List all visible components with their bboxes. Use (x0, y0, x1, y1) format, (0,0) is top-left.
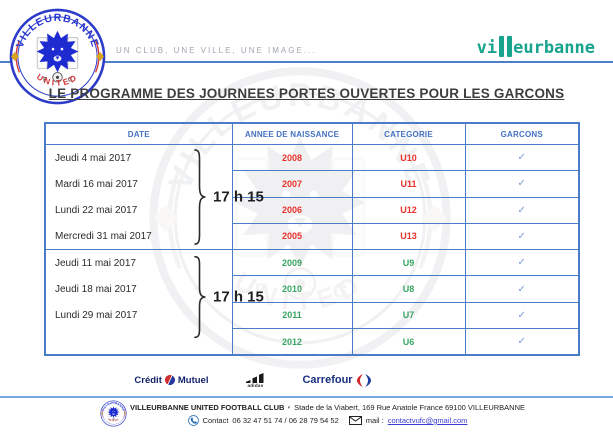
boys-checkmark: ✓ (465, 223, 579, 249)
footer (130, 402, 525, 428)
boys-checkmark: ✓ (465, 250, 579, 276)
date-label: Jeudi 18 mai 2017 (55, 283, 137, 295)
boys-checkmark: ✓ (465, 171, 579, 197)
category-cell: U12 (352, 197, 465, 223)
location-pin-icon (288, 402, 290, 413)
column-header-birth-year: ANNEE DE NAISSANCE (232, 123, 352, 145)
birth-year-cell: 2011 (232, 302, 352, 328)
city-logo-bar-icon (499, 36, 504, 57)
footer-club-crest (100, 400, 127, 427)
category-cell: U8 (352, 276, 465, 302)
schedule-table (44, 122, 580, 356)
bottom-divider (0, 396, 613, 398)
category-cell: U9 (352, 250, 465, 276)
boys-checkmark: ✓ (465, 276, 579, 302)
table-row (45, 145, 579, 171)
adidas-logo (246, 372, 264, 389)
carrefour-mark-icon (357, 374, 371, 387)
boys-checkmark: ✓ (465, 329, 579, 355)
credit-mutuel-logo (134, 375, 208, 386)
boys-checkmark: ✓ (465, 302, 579, 328)
brace-icon (192, 255, 207, 339)
brace-icon (192, 148, 207, 246)
birth-year-cell: 2008 (232, 145, 352, 171)
footer-club-name: VILLEURBANNE UNITED FOOTBALL CLUB (130, 403, 285, 412)
credit-mutuel-text-2: Mutuel (177, 374, 209, 386)
category-cell: U11 (352, 171, 465, 197)
city-logo-suffix: eurbanne (513, 38, 595, 58)
date-label: Lundi 29 mai 2017 (55, 309, 138, 321)
sponsors-row (0, 372, 505, 389)
date-group-2 (45, 250, 264, 356)
date-label: Mardi 16 mai 2017 (55, 178, 138, 190)
birth-year-cell: 2009 (232, 250, 352, 276)
column-header-category: CATEGORIE (352, 123, 465, 145)
column-header-boys: GARCONS (465, 123, 579, 145)
envelope-icon (349, 416, 362, 425)
date-label: Mercredi 31 mai 2017 (55, 230, 152, 242)
boys-checkmark: ✓ (465, 145, 579, 171)
carrefour-text: Carrefour (302, 374, 353, 387)
category-cell: U10 (352, 145, 465, 171)
birth-year-cell: 2006 (232, 197, 352, 223)
city-logo-prefix: vi (476, 38, 498, 58)
birth-year-cell: 2010 (232, 276, 352, 302)
villeurbanne-city-logo (477, 36, 595, 57)
category-cell: U6 (352, 329, 465, 355)
birth-year-cell: 2005 (232, 223, 352, 249)
time-label: 17 h 15 (213, 188, 264, 206)
date-group-1 (45, 145, 264, 250)
category-cell: U7 (352, 302, 465, 328)
footer-address: Stade de la Viabert, 169 Rue Anatole France 69100 VILLEURBANNE (294, 403, 525, 412)
birth-year-cell: 2007 (232, 171, 352, 197)
date-label: Jeudi 11 mai 2017 (55, 257, 136, 269)
birth-year-cell: 2012 (232, 329, 352, 355)
city-logo-bar-icon (507, 36, 512, 57)
footer-contact-label: Contact (202, 416, 229, 425)
carrefour-logo (302, 374, 370, 387)
credit-mutuel-text-1: Crédit (134, 374, 162, 386)
credit-mutuel-mark-icon (165, 375, 175, 385)
club-tagline: UN CLUB, UNE VILLE, UNE IMAGE... (116, 46, 317, 55)
time-label: 17 h 15 (213, 288, 264, 306)
phone-icon (188, 415, 199, 426)
column-header-date: DATE (45, 123, 232, 145)
footer-mail-label: mail : (365, 416, 384, 425)
table-row (45, 250, 579, 276)
boys-checkmark: ✓ (465, 197, 579, 223)
page-title: LE PROGRAMME DES JOURNEES PORTES OUVERTES POUR LES GARCONS (48, 86, 565, 101)
footer-phones: 06 32 47 51 74 / 06 28 79 54 52 (232, 416, 339, 425)
category-cell: U13 (352, 223, 465, 249)
adidas-text: adidas (247, 383, 264, 388)
date-label: Jeudi 4 mai 2017 (55, 152, 132, 164)
email-link[interactable]: contactvufc@gmail.com (387, 416, 468, 425)
date-label: Lundi 22 mai 2017 (55, 204, 138, 216)
